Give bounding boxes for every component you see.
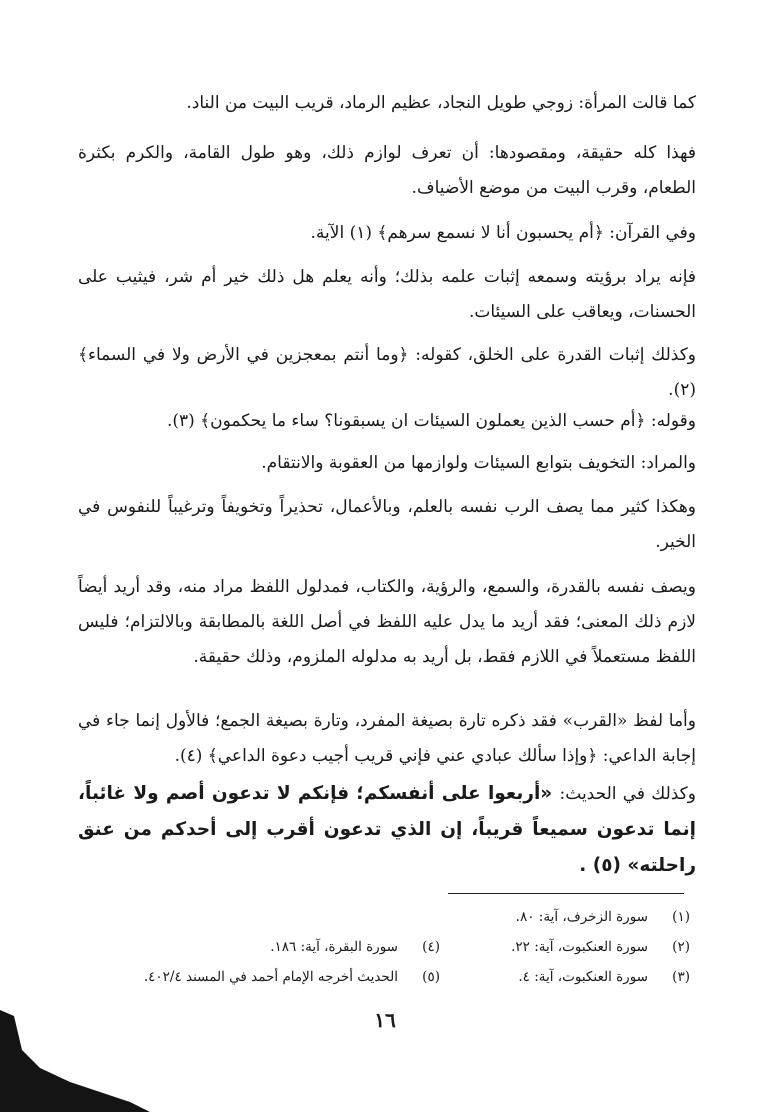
paragraph-6: وقوله: ﴿أم حسب الذين يعملون السيئات ان يسبقونا؟ ساء ما يحكمون﴾ (٣).: [166, 411, 696, 431]
hadith-paragraph: [78, 776, 696, 884]
footnote-number: (٣): [672, 969, 690, 985]
hadith-text: «أربعوا على أنفسكم؛ فإنكم لا تدعون أصم ولا غائباً، إنما تدعون سميعاً قريباً، إن الذي تدعون أقرب إلى أحدكم من عنق راحلته» (٥) .: [78, 783, 696, 876]
paragraph-5: وكذلك إثبات القدرة على الخلق، كقوله: ﴿وما أنتم بمعجزين في الأرض ولا في السماء﴾ (٢).: [78, 345, 696, 400]
footnote-1: [440, 902, 690, 932]
footnote-divider: [448, 893, 684, 894]
footnote-text: سورة البقرة، آية: ١٨٦.: [270, 939, 398, 955]
hadith-intro: وكذلك في الحديث:: [559, 784, 696, 804]
paragraph-4: فإنه يراد برؤيته وسمعه إثبات علمه بذلك؛ وأنه يعلم هل ذلك خير أم شر، فيثيب على الحسنات، ويعاقب على السيئات.: [78, 267, 696, 322]
footnotes-left-column: [140, 932, 440, 992]
footnotes-right-column: [440, 902, 690, 992]
page-number: ١٦: [374, 1008, 396, 1032]
footnote-3: [440, 962, 690, 992]
paragraph-3: وفي القرآن: ﴿أم يحسبون أنا لا نسمع سرهم﴾ (١) الآية.: [310, 223, 696, 243]
paragraph-9: ويصف نفسه بالقدرة، والسمع، والرؤية، والكتاب، فمدلول اللفظ مراد منه، وقد أريد أيضاً لازم ذلك المعنى؛ فقد أريد ما يدل عليه اللفظ في أصل اللغة بالمطابقة وبالالتزام؛ فليس اللفظ مستعملاً في اللازم فقط، بل أريد به مدلوله الملزوم، وذلك حقيقة.: [78, 577, 696, 667]
scan-edge-shadow: [0, 1010, 150, 1112]
footnote-text: الحديث أخرجه الإمام أحمد في المسند ٤٠٢/٤.: [143, 969, 398, 985]
paragraph-1: كما قالت المرأة: زوجي طويل النجاد، عظيم الرماد، قريب البيت من الناد.: [186, 93, 696, 113]
paragraph-2: فهذا كله حقيقة، ومقصودها: أن تعرف لوازم ذلك، وهو طول القامة، والكرم بكثرة الطعام، وقرب البيت من موضع الأضياف.: [78, 143, 696, 198]
footnote-2: [440, 932, 690, 962]
footnote-text: سورة العنكبوت، آية: ٤.: [518, 969, 648, 985]
footnote-number: (١): [672, 909, 690, 925]
footnote-text: سورة الزخرف، آية: ٨٠.: [515, 909, 648, 925]
paragraph-10: وأما لفظ «القرب» فقد ذكره تارة بصيغة المفرد، وتارة بصيغة الجمع؛ فالأول إنما جاء في إجابة الداعي: ﴿وإذا سألك عبادي عني فإني قريب أجيب دعوة الداعي﴾ (٤).: [78, 711, 696, 766]
footnote-4: [140, 932, 440, 962]
footnote-number: (٢): [672, 939, 690, 955]
paragraph-8: وهكذا كثير مما يصف الرب نفسه بالعلم، وبالأعمال، تحذيراً وتخويفاً وترغيباً للنفوس في الخير.: [78, 497, 696, 552]
footnote-5: [140, 962, 440, 992]
footnote-number: (٤): [422, 939, 440, 955]
paragraph-7: والمراد: التخويف بتوابع السيئات ولوازمها من العقوبة والانتقام.: [261, 453, 696, 473]
footnote-number: (٥): [422, 969, 440, 985]
footnote-text: سورة العنكبوت، آية: ٢٢.: [511, 939, 648, 955]
